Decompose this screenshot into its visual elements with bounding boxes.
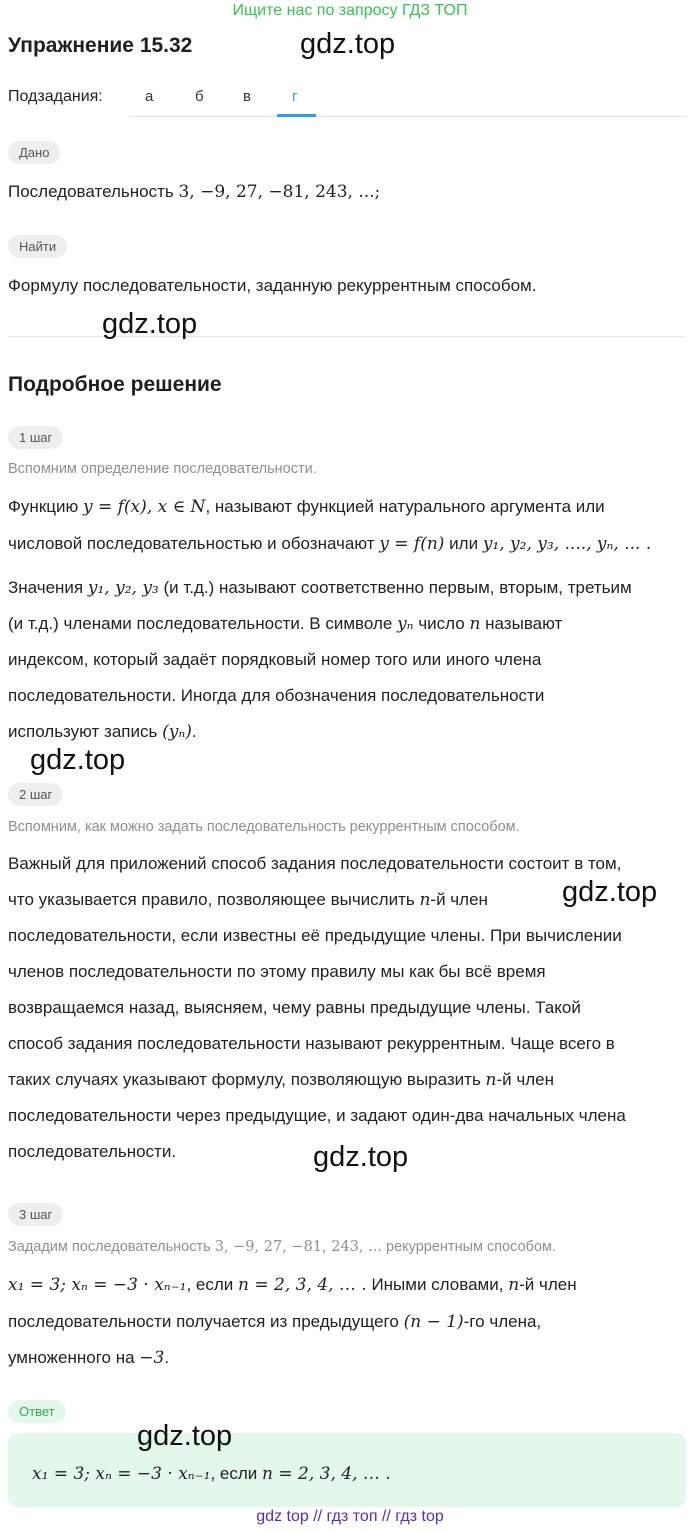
active-tab-indicator bbox=[277, 114, 316, 117]
step1-line: числовой последовательностью и обозначают y = f(n) или y₁, y₂, y₃, ...., yₙ, ... . bbox=[8, 534, 652, 554]
subtasks-label: Подзадания: bbox=[8, 88, 103, 105]
tab-b[interactable]: б bbox=[195, 88, 204, 105]
step2-line: последовательности. bbox=[8, 1142, 177, 1161]
step1-line: индексом, который задаёт порядковый номер того или иного члена bbox=[8, 650, 542, 669]
solution-title: Подробное решение bbox=[8, 373, 222, 396]
answer-chip: Ответ bbox=[8, 1400, 66, 1423]
step2-line: членов последовательности по этому правилу мы как бы всё время bbox=[8, 962, 546, 981]
watermark: gdz.top bbox=[562, 876, 658, 908]
step1-line: используют запись (yₙ). bbox=[8, 722, 197, 742]
step2-line: возвращаемся назад, выясняем, чему равны предыдущие члены. Такой bbox=[8, 998, 581, 1017]
top-banner[interactable]: Ищите нас по запросу ГДЗ ТОП bbox=[232, 2, 468, 19]
answer-text: x₁ = 3; xₙ = −3 · xₙ₋₁, если n = 2, 3, 4, … . bbox=[32, 1464, 391, 1484]
step1-line: Значения y₁, y₂, y₃ (и т.д.) называют соответственно первым, вторым, третьим bbox=[8, 578, 632, 598]
step2-line: последовательности через предыдущие, и задают один-два начальных члена bbox=[8, 1106, 626, 1125]
step1-line: (и т.д.) членами последовательности. В символе yₙ число n называют bbox=[8, 614, 563, 634]
find-text: Формулу последовательности, заданную рекуррентным способом. bbox=[8, 276, 537, 295]
watermark: gdz.top bbox=[300, 28, 396, 60]
page-title: Упражнение 15.32 bbox=[8, 34, 193, 57]
step3-line: умноженного на −3. bbox=[8, 1348, 170, 1368]
tab-v[interactable]: в bbox=[243, 88, 251, 105]
watermark: gdz.top bbox=[102, 308, 198, 340]
step2-line: Важный для приложений способ задания последовательности состоит в том, bbox=[8, 854, 622, 873]
step3-line: последовательности получается из предыдущего (n − 1)-го члена, bbox=[8, 1312, 542, 1332]
step2-line: таких случаях указывают формулу, позволяющую выразить n-й член bbox=[8, 1070, 554, 1090]
tab-a[interactable]: а bbox=[145, 88, 154, 105]
step1-hint: Вспомним определение последовательности. bbox=[8, 461, 317, 477]
given-text: Последовательность 3, −9, 27, −81, 243, ...; bbox=[8, 182, 381, 202]
subtasks-divider bbox=[130, 116, 686, 117]
watermark: gdz.top bbox=[137, 1420, 233, 1452]
step1-chip: 1 шаг bbox=[8, 426, 63, 449]
step2-hint: Вспомним, как можно задать последовательность рекуррентным способом. bbox=[8, 819, 520, 835]
step1-line: последовательности. Иногда для обозначения последовательности bbox=[8, 686, 545, 705]
footer-links[interactable]: gdz top // гдз топ // гдз top bbox=[256, 1508, 444, 1525]
step2-line: последовательности, если известны её предыдущие члены. При вычислении bbox=[8, 926, 622, 945]
watermark: gdz.top bbox=[313, 1141, 409, 1173]
find-chip: Найти bbox=[8, 235, 67, 258]
step2-line: что указывается правило, позволяющее вычислить n-й член bbox=[8, 890, 488, 910]
step2-line: способ задания последовательности называют рекуррентным. Чаще всего в bbox=[8, 1034, 615, 1053]
step3-hint: Зададим последовательность 3, −9, 27, −81, 243, ... рекуррентным способом. bbox=[8, 1239, 556, 1255]
tab-g[interactable]: г bbox=[292, 88, 298, 105]
given-chip: Дано bbox=[8, 141, 60, 164]
step2-chip: 2 шаг bbox=[8, 783, 63, 806]
step1-line: Функцию y = f(x), x ∈ N, называют функцией натурального аргумента или bbox=[8, 497, 605, 517]
watermark: gdz.top bbox=[30, 744, 126, 776]
step3-chip: 3 шаг bbox=[8, 1203, 63, 1226]
step3-line: x₁ = 3; xₙ = −3 · xₙ₋₁, если n = 2, 3, 4, … . Иными словами, n-й член bbox=[8, 1275, 577, 1295]
